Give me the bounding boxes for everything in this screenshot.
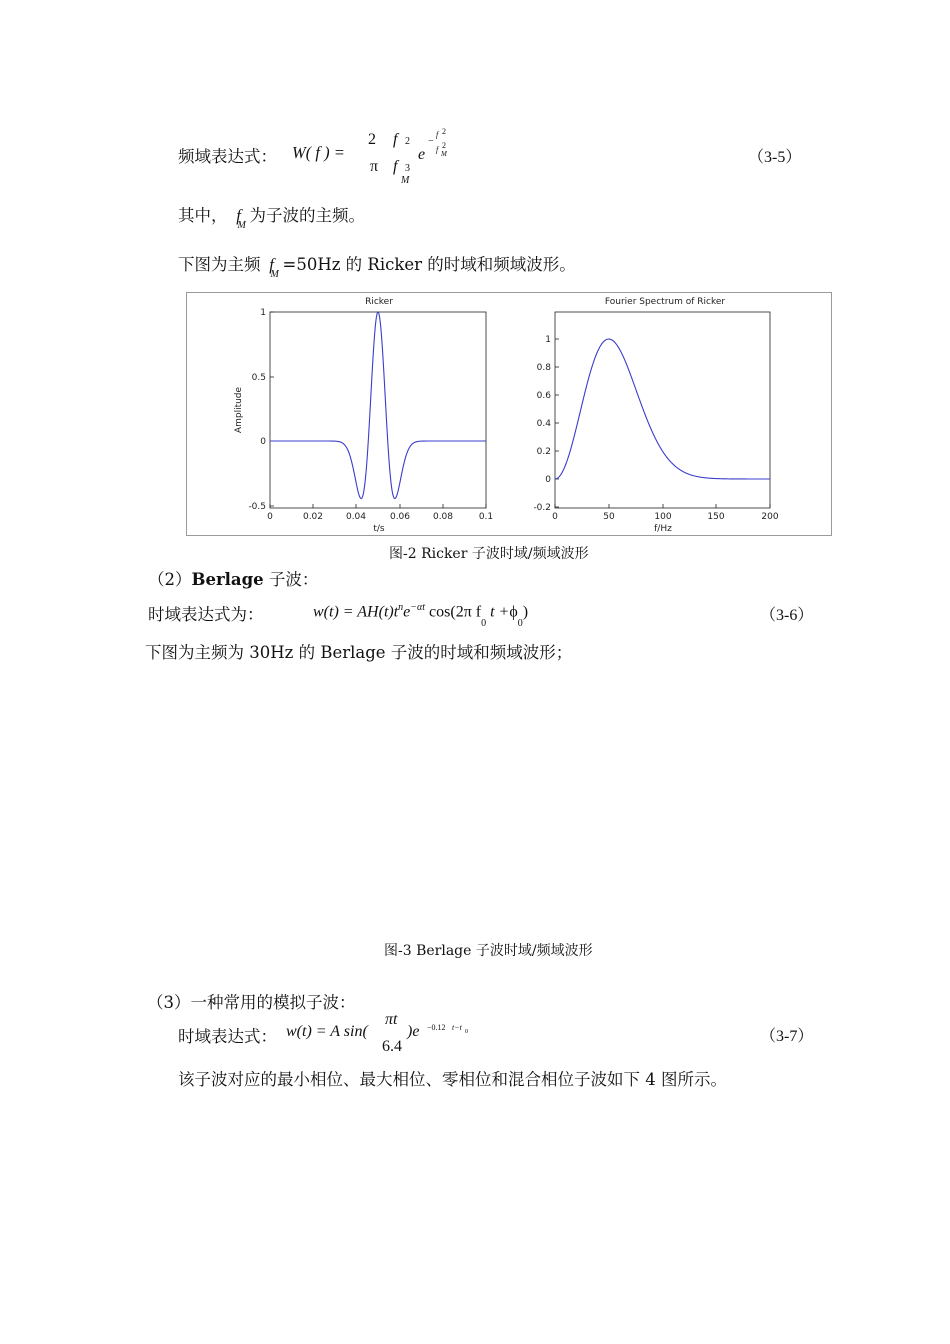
eq36-expression <box>313 602 529 629</box>
f-letter: f <box>269 255 274 274</box>
figure-berlage-area <box>148 675 798 925</box>
right-x-axis-label: f/Hz <box>654 524 672 534</box>
eq35-exp-den-sup: 2 <box>442 141 446 150</box>
eq35-lhs: W( f ) = <box>292 143 345 162</box>
para-berlage-intro: 下图为主频为 30Hz 的 Berlage 子波的时域和频域波形； <box>145 643 573 662</box>
eq35-fm-sup: 3 <box>405 163 410 174</box>
eq37-number: （3-7） <box>760 1028 814 1045</box>
eq36-phi: ϕ <box>509 603 518 621</box>
ricker-figure-svg <box>187 293 831 535</box>
ytick-label: 0.6 <box>536 391 551 401</box>
ytick-label: -0.5 <box>248 502 266 512</box>
section-berlage-heading <box>148 566 318 590</box>
ytick-label: -0.2 <box>533 503 551 513</box>
figure3-caption: 图-3 Berlage 子波时域/频域波形 <box>384 943 593 959</box>
eq35-exp-minus: − <box>428 136 434 147</box>
figure2-caption: 图-2 Ricker 子波时域/频域波形 <box>389 546 589 562</box>
eq35-exp-den-sub: M <box>441 150 447 158</box>
para-text: 其中， <box>178 206 228 225</box>
eq35-number: （3-5） <box>748 149 802 166</box>
eq36-e: e <box>403 603 411 621</box>
eq36-label: 时域表达式为： <box>148 605 264 624</box>
eq37-lhs: w(t) = A sin( <box>286 1023 368 1040</box>
ytick-label: 0.2 <box>536 447 551 457</box>
eq35-exp-sup: 2 <box>442 127 446 136</box>
eq35-fm: f <box>393 158 398 175</box>
eq35-f-sup: 2 <box>405 136 410 147</box>
ytick-label: 1 <box>545 335 551 345</box>
eq35-e: e <box>418 146 426 163</box>
xtick-label: 150 <box>707 512 725 522</box>
ytick-label: 0.8 <box>536 363 551 373</box>
para-main-freq-def <box>178 202 365 231</box>
xtick-label: 0.06 <box>389 512 411 522</box>
left-x-axis-label: t/s <box>373 524 385 534</box>
eq36-close: ) <box>522 603 529 621</box>
eq36-number: （3-6） <box>760 607 814 624</box>
section-suffix: 子波： <box>263 570 319 589</box>
m-subscript: M <box>270 269 279 280</box>
para-figure-intro <box>178 251 576 280</box>
ytick-label: 0 <box>545 475 551 485</box>
m-subscript: M <box>237 220 246 231</box>
xtick-label: 0.02 <box>302 512 324 522</box>
ytick-label: 0.4 <box>536 419 551 429</box>
para-text: 为子波的主频。 <box>249 206 365 225</box>
xtick-label: 0.1 <box>478 512 494 522</box>
eq35-exp-f: f <box>436 130 439 139</box>
eq35-exp-den: f <box>436 145 439 154</box>
eq37-exp-sub: 0 <box>465 1029 468 1035</box>
eq37-exp-base: )e <box>407 1023 420 1040</box>
eq35-label: 频域表达式： <box>178 147 277 166</box>
fm-symbol <box>261 255 283 280</box>
right-chart-title: Fourier Spectrum of Ricker <box>604 297 726 307</box>
eq36-t: t + <box>486 603 510 621</box>
eq36-sub0: 0 <box>517 617 523 629</box>
xtick-label: 50 <box>603 512 615 522</box>
xtick-label: 0.08 <box>432 512 454 522</box>
section-simulated-heading: （3）一种常用的模拟子波： <box>147 993 356 1012</box>
eq37-numerator: πt <box>385 1011 398 1028</box>
eq35-f: f <box>393 131 398 148</box>
eq37-exp-t: t−t <box>452 1023 462 1032</box>
eq37-label: 时域表达式： <box>178 1027 277 1046</box>
para-text: 下图为主频 <box>178 255 261 274</box>
eq36-n: n <box>398 602 404 613</box>
section-number: （2） <box>148 570 192 589</box>
eq35-fm-sub: M <box>401 175 410 186</box>
eq36-cos: cos(2π f <box>425 603 482 621</box>
ytick-label: 0 <box>260 437 266 447</box>
figure-ricker <box>186 292 832 536</box>
eq36-main: w(t) = AH(t)t <box>313 603 399 621</box>
xtick-label: 0 <box>552 512 558 522</box>
ytick-label: 1 <box>260 308 266 318</box>
section-name: Berlage <box>191 570 264 589</box>
para-text: =50Hz 的 Ricker 的时域和频域波形。 <box>282 255 576 274</box>
xtick-label: 0.04 <box>345 512 367 522</box>
eq37-exp-coef: −0.12 <box>427 1023 446 1032</box>
eq37-denominator: 6.4 <box>382 1038 402 1055</box>
left-y-axis-label: Amplitude <box>234 386 244 434</box>
eq36-sub0: 0 <box>481 617 487 629</box>
eq35-pi: π <box>370 158 379 175</box>
xtick-label: 0 <box>267 512 273 522</box>
left-chart-title: Ricker <box>365 297 393 307</box>
fm-symbol <box>228 206 250 231</box>
para-wavelet-phases: 该子波对应的最小相位、最大相位、零相位和混合相位子波如下 4 图所示。 <box>178 1070 727 1089</box>
xtick-label: 100 <box>654 512 672 522</box>
left-plot-area <box>270 312 486 508</box>
f-letter: f <box>236 206 241 225</box>
xtick-label: 200 <box>761 512 779 522</box>
ytick-label: 0.5 <box>251 373 266 383</box>
eq35-numerator-2: 2 <box>368 131 376 148</box>
eq36-alpha: −αt <box>410 602 426 613</box>
